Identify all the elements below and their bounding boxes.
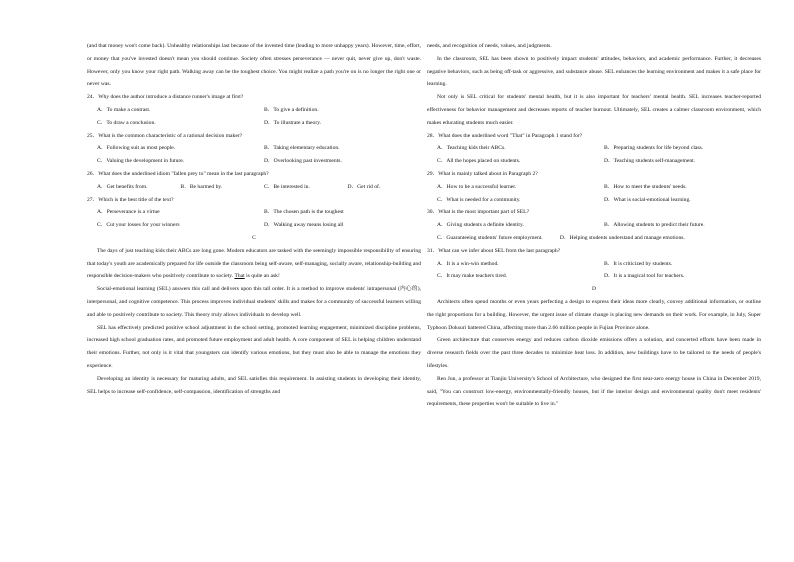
question-stem: 31．What can we infer about SEL from the last paragraph? — [427, 247, 561, 254]
option-d: D．What is social-emotional learning. — [604, 196, 691, 203]
question-stem: 30．What is the most important part of SEL? — [427, 209, 530, 216]
option-d: D．Overlooking past investments. — [264, 158, 342, 165]
underlined-word: That — [234, 273, 245, 280]
question-24 — [87, 91, 421, 129]
passage-c-paragraph-4: Developing an identity is necessary for maturing adults, and SEL satisfies this requirement. In assisting students in developing their identity, SEL helps to increase self-confidence, self-compassion, identification of strengths and — [87, 375, 421, 395]
option-a: A．Get benefits from. — [97, 183, 148, 190]
passage-c-paragraph-4-cont: needs, and recognition of needs, values, and judgments. — [427, 43, 552, 49]
option-c: C．All the hopes placed on students. — [437, 158, 521, 165]
question-stem: 25．What is the common characteristic of a rational decision maker? — [87, 132, 243, 139]
option-d: D．It is a magical tool for teachers. — [604, 273, 685, 280]
passage-c-paragraph-6: Not only is SEL critical for students' mental health, but it is also important for teachers' mental health. SEL increases teacher-reported effectiveness for behavior management and decreases reports of teacher burnout. Ultimately, SEL creates a calmer classroom environment, which makes educating students much easier. — [427, 94, 761, 126]
option-a: A．It is a win-win method. — [437, 260, 499, 267]
option-a: A．Following suit as most people. — [97, 145, 176, 152]
question-stem: 28．What does the underlined word "That" in Paragraph 1 stand for? — [427, 132, 583, 139]
option-a: A．Perseverance is a virtue — [97, 209, 160, 216]
option-c: C．Be interested in. — [264, 183, 310, 190]
option-b: B．Be harmed by. — [180, 183, 223, 190]
option-c: C．Valuing the development in future. — [97, 158, 185, 165]
section-heading-c: C — [252, 234, 256, 241]
passage-d-paragraph-1: Architects often spend months or even years perfecting a design to express their ideas more clearly, convey additional information, or outline the right proportions for a building. However, the urgent issue of climate change is placing new demands on their work. For example, in July, Super Typhoon Doksuri battered China, affecting more than 2.66 million people in Fujian Province alone. — [427, 298, 761, 331]
option-d: D．Teaching students self-management. — [604, 158, 696, 165]
question-28 — [427, 130, 761, 168]
option-d: D．Get rid of. — [347, 183, 381, 190]
option-b: B．To give a definition. — [264, 106, 319, 113]
option-d: D．To illustrate a theory. — [264, 119, 322, 126]
passage-c-paragraph-1: The days of just teaching kids their ABCs are long gone. Modern educators are tasked with the seemingly impossible responsibility of ensuring that today's youth are academically prepared for life outside the classroom being self-aware, self-managing, socially aware, relationship-building and responsible decision-makers who positively contribute to society. That is quite an ask! — [87, 247, 421, 280]
option-b: B．Allowing students to predict their future. — [604, 222, 705, 229]
option-b: B．It is criticized by students. — [604, 260, 673, 267]
option-d: D．Helping students understand and manage emotions. — [559, 234, 685, 241]
question-26 — [87, 168, 421, 194]
option-c: C．Guaranteeing students' future employment. — [437, 234, 543, 241]
question-stem: 29．What is mainly talked about in Paragraph 2? — [427, 170, 538, 177]
option-c: C．It may make teachers tired. — [437, 273, 508, 280]
option-c: C．Cut your losses for your winners — [97, 222, 180, 229]
question-stem: 26．What does the underlined idiom "fallen prey to" mean in the last paragraph? — [87, 170, 269, 177]
option-d: D．Walking away means losing all — [264, 222, 344, 229]
option-a: A．How to be a successful learner. — [437, 183, 517, 190]
passage-c-paragraph-5: In the classroom, SEL has been shown to positively impact students' attitudes, behaviors, and academic performance. Further, it decreases negative behaviors, such as being off-task or aggressive, and substance abuse. SEL enhances the learning environment and makes it a safe place for learning. — [427, 55, 761, 88]
option-b: B．How to meet the students' needs. — [604, 183, 687, 190]
passage-d-paragraph-3: Ren Jun, a professor at Tianjin University's School of Architecture, who designed the first near-zero energy house in China in December 2019, said, "You can construct low-energy, environmentally-friendly houses, but if the interior design and environmental quality don't meet residents' requirements, these properties won't be suitable to live in." — [427, 375, 761, 408]
question-30 — [427, 206, 761, 244]
option-a: A．Teaching kids their ABCs. — [437, 145, 506, 152]
question-stem: 24．Why does the author introduce a distance runner's image at first? — [87, 94, 244, 101]
question-stem: 27．Which is the best title of the text? — [87, 196, 174, 203]
question-25 — [87, 130, 421, 168]
left-column — [87, 40, 421, 398]
question-31 — [427, 245, 761, 283]
option-a: A．To make a contrast. — [97, 106, 151, 113]
option-c: C．To draw a conclusion. — [97, 119, 156, 126]
question-29 — [427, 168, 761, 206]
option-a: A．Giving students a definite identity. — [437, 222, 524, 229]
option-b: B．Taking elementary education. — [264, 145, 340, 152]
section-heading-d: D — [591, 286, 597, 293]
question-27 — [87, 194, 421, 232]
passage-c-paragraph-2: Social-emotional learning (SEL) answers this call and delivers upon this tall order. It is a method to improve students' intrapersonal (内心的), interpersonal, and cognitive competence. This process improves individual students' skills and makes for a community of successful learners willing and able to positively contribute to society. This theory truly allows individuals to develop well. — [87, 286, 421, 318]
passage-c-paragraph-3: SEL has effectively predicted positive school adjustment in the school setting, promoted learning engagement, minimized discipline problems, increased high school graduation rates, and promoted future employment and adult health. A core component of SEL is helping children understand their emotions. Further, not only is it vital that youngsters can identify various emotions, but they must also be able to manage the emotions they experience. — [87, 324, 421, 369]
option-c: C．What is needed for a community. — [437, 196, 521, 203]
passage-b-ending: (and that money won't come back). Unhealthy relationships last because of the invested time (leading to more unhappy years). However, time, effort, or money that you've invested doesn't mean you should continue. Society often stresses perseverance — never quit, never give up, don't waste. However, only you know your right path. Walking away can be the toughest choice. You might realize a path you're on is no longer the right one or never was. — [87, 43, 421, 88]
option-b: B．Preparing students for life beyond class. — [604, 145, 704, 152]
passage-d-paragraph-2: Green architecture that conserves energy and reduces carbon dioxide emissions offers a solution, and concerted efforts have been made in diverse research fields over the past three decades to minimize heat loss. In addition, new buildings have to be tailored to the needs of people's lifestyles. — [427, 337, 761, 369]
right-column — [427, 40, 761, 411]
option-b: B．The chosen path is the toughest — [264, 209, 344, 216]
